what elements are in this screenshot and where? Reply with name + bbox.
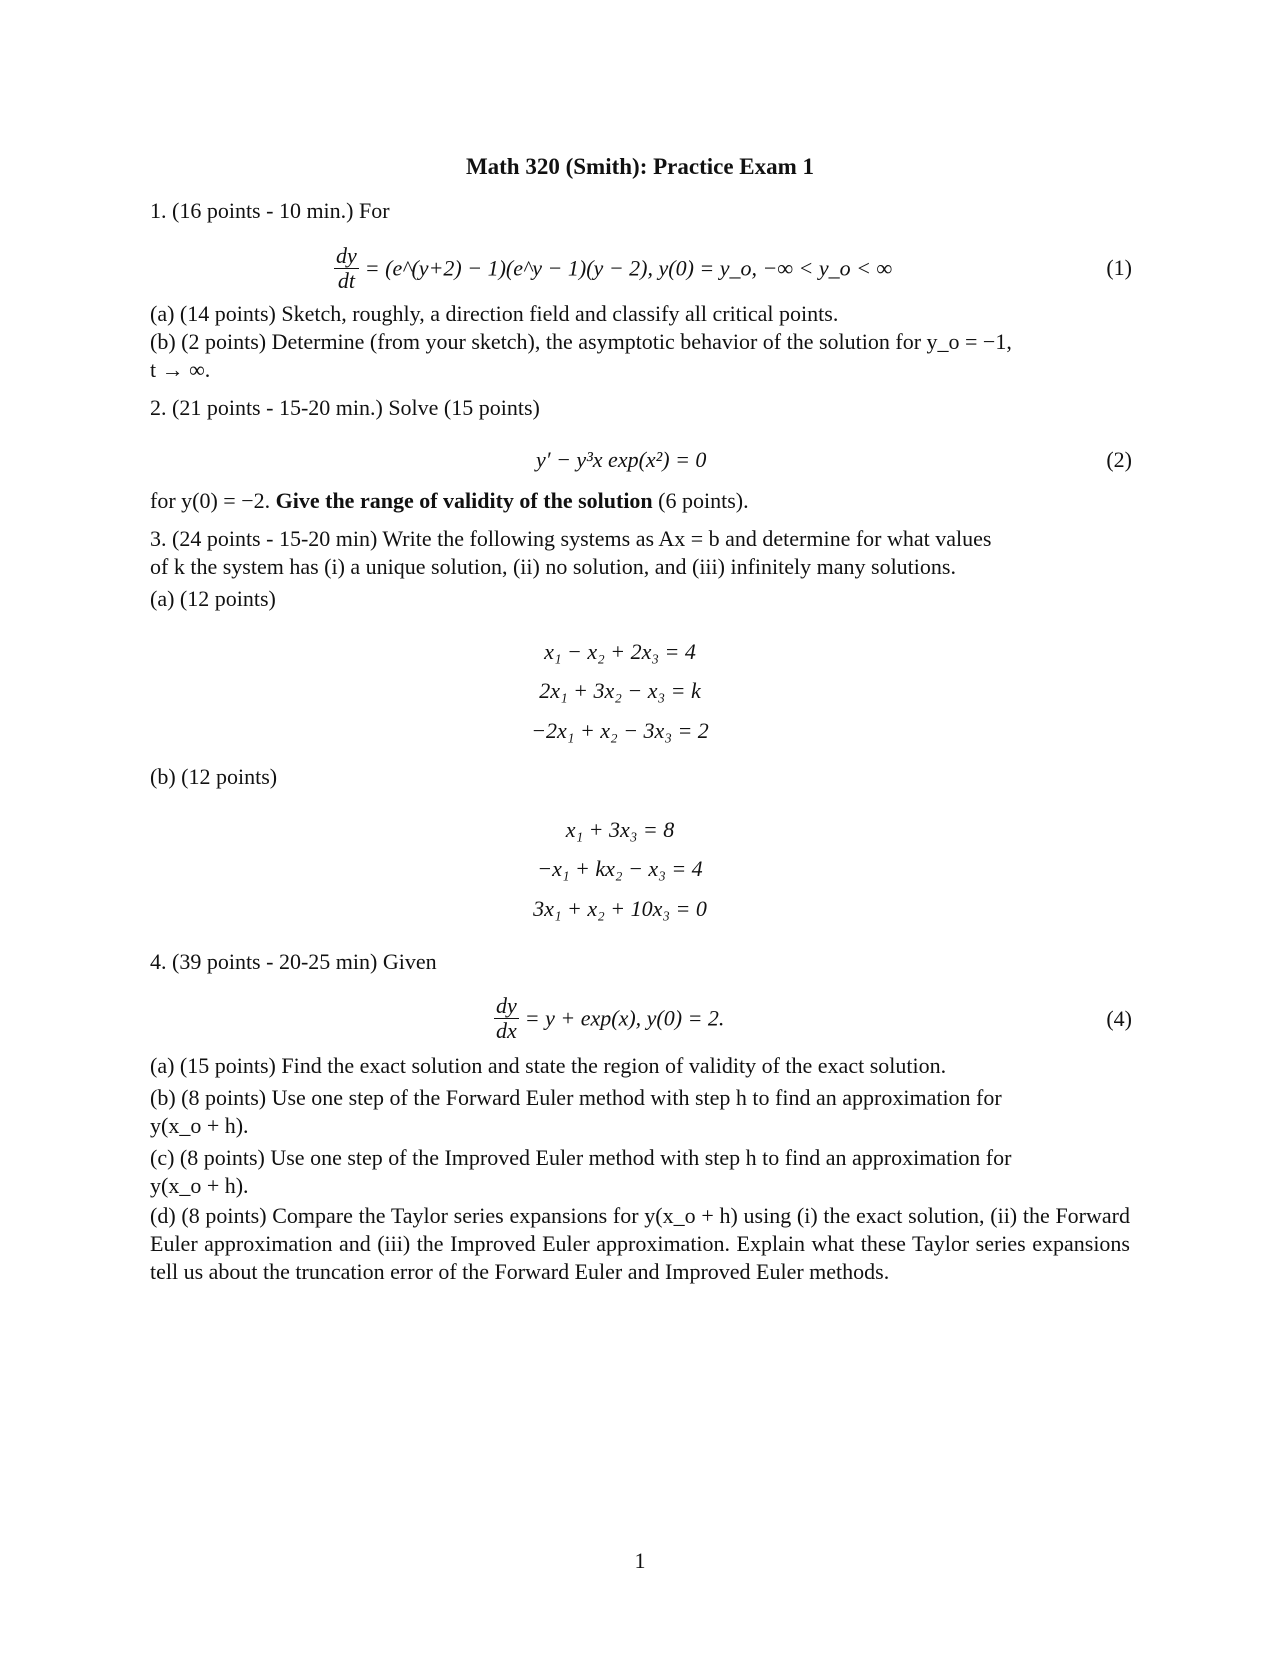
q4-part-d: (d) (8 points) Compare the Taylor series expansions for y(x_o + h) using (i) the exact solution, (ii) the Forward Euler approximation and (iii) the Improved Euler approximation. Explain what these Taylor series expansions tell us about the truncation error of the Forward Euler and Improved Euler methods.: [150, 1203, 1130, 1284]
q4-part-c-line1: (c) (8 points) Use one step of the Improved Euler method with step h to find an approximation for: [150, 1145, 1012, 1170]
q2-points: (6 points).: [658, 488, 749, 513]
q4-part-b-line1: (b) (8 points) Use one step of the Forward Euler method with step h to find an approximation for: [150, 1085, 1002, 1110]
q1-part-b-line2: t → ∞.: [150, 357, 211, 382]
q4-part-c-line2: y(x_o + h).: [150, 1173, 249, 1198]
q4-header: 4. (39 points - 20-25 min) Given: [150, 949, 437, 974]
q3-header-line2: of k the system has (i) a unique solution, (ii) no solution, and (iii) infinitely many solutions.: [150, 554, 956, 579]
q1-part-b-line1: (b) (2 points) Determine (from your sketch), the asymptotic behavior of the solution for y_o = −1,: [150, 329, 1012, 354]
q4-part-a: (a) (15 points) Find the exact solution and state the region of validity of the exact solution.: [150, 1053, 947, 1078]
q3a-eq-1: x₁ − x₂ + 2x₃ = 4: [544, 639, 696, 664]
q2-eq-number: (2): [1106, 447, 1132, 472]
q2-header: 2. (21 points - 15-20 min.) Solve (15 points): [150, 395, 540, 420]
q3-header-line1: 3. (24 points - 15-20 min) Write the following systems as Ax = b and determine for what values: [150, 526, 992, 551]
page-number: 1: [634, 1548, 646, 1573]
q4-eq-rhs: = y + exp(x), y(0) = 2.: [524, 1005, 725, 1031]
q4-frac-den: dx: [496, 1018, 517, 1043]
q3b-eq-3: 3x₁ + x₂ + 10x₃ = 0: [533, 896, 707, 921]
q3-part-a-label: (a) (12 points): [150, 586, 276, 611]
q2-condition: for y(0) = −2.: [150, 488, 271, 513]
q2-bold-text: Give the range of validity of the solution: [275, 488, 653, 513]
q4-part-b-line2: y(x_o + h).: [150, 1113, 249, 1138]
q2-condition-line: [150, 486, 1130, 515]
q4-equation: [494, 994, 724, 1043]
q2-equation: y′ − y³x exp(x²) = 0: [536, 447, 707, 472]
q3b-eq-1: x₁ + 3x₃ = 8: [565, 817, 675, 842]
q4-eq-number: (4): [1106, 1006, 1132, 1031]
q4-frac-num: dy: [496, 993, 517, 1018]
q1-frac-den: dt: [337, 268, 355, 293]
q3a-eq-2: 2x₁ + 3x₂ − x₃ = k: [539, 678, 701, 703]
q3-part-b-label: (b) (12 points): [150, 764, 278, 789]
q4-fraction: [494, 994, 519, 1043]
q1-fraction: [334, 244, 359, 293]
q1-eq-number: (1): [1106, 255, 1132, 280]
page-title: Math 320 (Smith): Practice Exam 1: [465, 154, 815, 179]
q1-equation: [334, 244, 892, 293]
q3b-eq-2: −x₁ + kx₂ − x₃ = 4: [537, 856, 703, 881]
q3a-eq-3: −2x₁ + x₂ − 3x₃ = 2: [531, 718, 709, 743]
q1-eq-rhs: = (e^(y+2) − 1)(e^y − 1)(y − 2), y(0) = y_o, −∞ < y_o < ∞: [364, 255, 893, 281]
q1-header: 1. (16 points - 10 min.) For: [150, 198, 390, 223]
q1-part-a: (a) (14 points) Sketch, roughly, a direction field and classify all critical points.: [150, 301, 839, 326]
q1-frac-num: dy: [336, 243, 357, 268]
